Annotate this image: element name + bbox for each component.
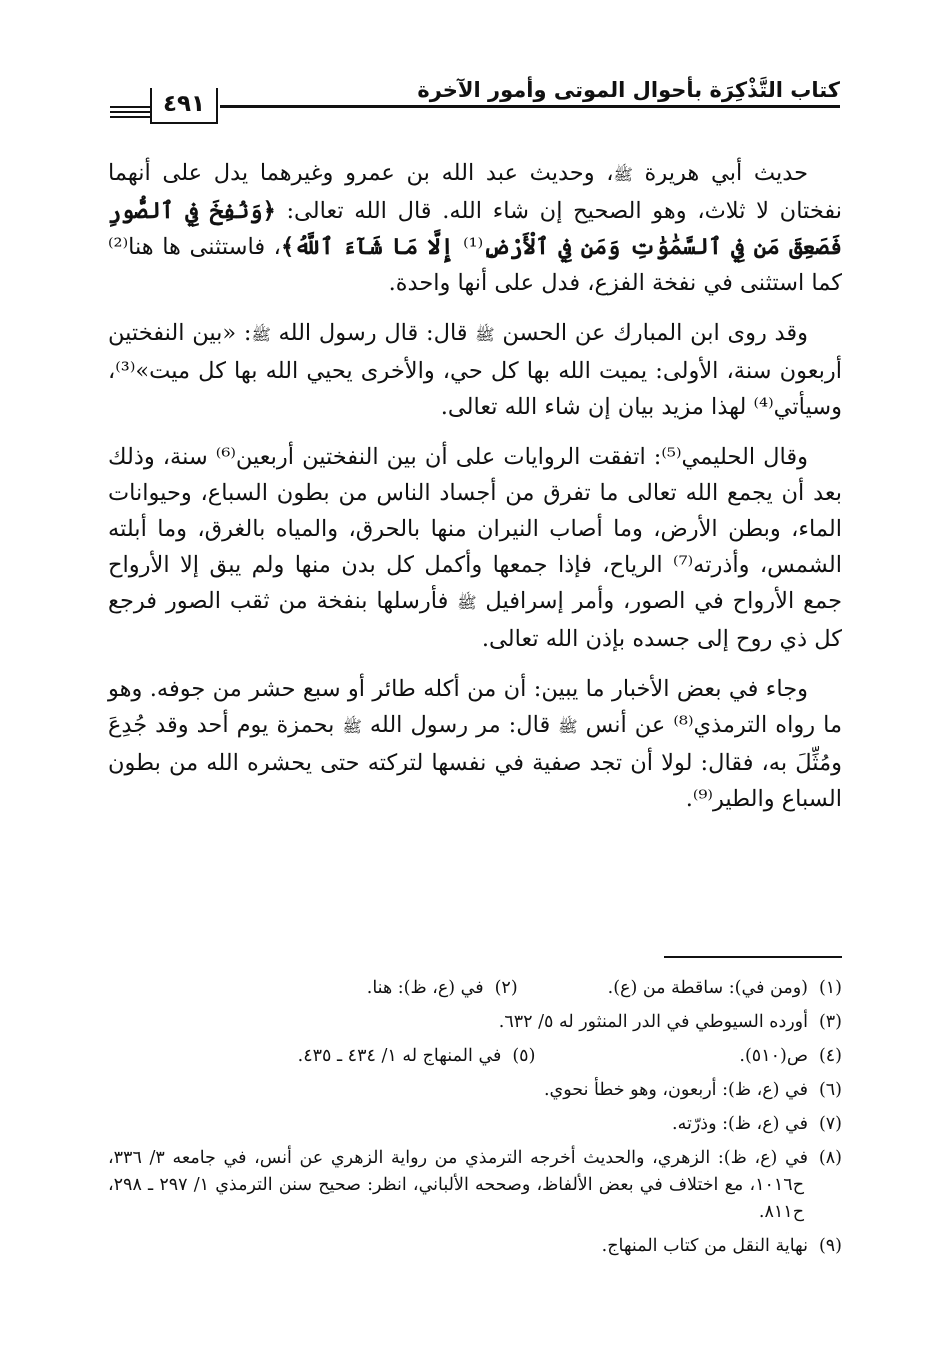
footnote-2: (٢)في (ع، ظ): هنا. bbox=[366, 978, 518, 998]
footnote-9: (٩)نهاية النقل من كتاب المنهاج. bbox=[601, 1236, 842, 1256]
footnote-marker: ⁽⁷⁾ bbox=[673, 552, 694, 578]
text-segment: : «بين النفختين أربعون سنة، الأولى: يميت الله بها كل حي، والأخرى يحيي الله بها كل ميت» bbox=[108, 320, 842, 384]
book-title: كتاب التَّذْكِرَة بأحوال الموتى وأمور الآخرة bbox=[417, 78, 840, 102]
text-segment: ، وحديث عبد الله بن عمرو وغيرهما يدل على أنهما نفختان لا ثلاث، وهو الصحيح إن شاء الله. قال الله تعالى: bbox=[108, 160, 843, 224]
honorific-symbol: ﷺ bbox=[251, 325, 271, 344]
footnote-marker: ⁽³⁾ bbox=[115, 358, 136, 384]
footnote-row bbox=[108, 1077, 842, 1104]
footnote-4: (٤)ص(٥١٠). bbox=[739, 1046, 842, 1066]
footnote-marker: ⁽¹⁾ bbox=[463, 234, 484, 260]
honorific-symbol: ﷺ bbox=[475, 325, 495, 344]
quran-verse: ﴿وَنُفِخَ فِي ٱلصُّورِ فَصَعِقَ مَن فِي ٱلسَّمَٰوَٰتِ وَمَن فِي ٱلْأَرْضِ bbox=[108, 198, 842, 260]
text-segment: الرياح، فإذا جمعها وأكمل كل بدن منها ولم يبق إلا الأرواح جمع الأرواح في الصور، وأمر إسرافيل bbox=[108, 552, 842, 614]
text-segment: . bbox=[685, 786, 693, 812]
honorific-symbol: ﷺ bbox=[613, 165, 633, 184]
footnote-6: (٦)في (ع، ظ): أربعون، وهو خطأ نحوي. bbox=[543, 1080, 842, 1100]
text-segment: عن أنس bbox=[577, 712, 674, 738]
footnote-7: (٧)في (ع، ظ): وذرّته. bbox=[672, 1114, 842, 1134]
honorific-symbol: ﷺ bbox=[457, 593, 477, 612]
text-segment: كما استثنى في نفخة الفزع، فدل على أنها واحدة. bbox=[388, 270, 842, 296]
footnote-8: (٨)في (ع، ظ): الزهري، والحديث أخرجه الترمذي من رواية الزهري عن أنس، في جامعه ٣/ ٣٣٦، ح١٠١٦، مع اختلاف في بعض الألفاظ، وصححه الألباني، انظر: صحيح سنن الترمذي ١/ ٢٩٧ ـ ٢٩٨، ح٨١١. bbox=[108, 1148, 842, 1222]
footnote-marker: ⁽²⁾ bbox=[108, 234, 129, 260]
page-header bbox=[110, 68, 840, 128]
paragraph bbox=[108, 671, 842, 817]
text-segment: حديث أبي هريرة bbox=[632, 160, 808, 186]
header-rule bbox=[220, 105, 840, 108]
text-segment: لهذا مزيد بيان إن شاء الله تعالى. bbox=[440, 394, 754, 420]
main-text bbox=[108, 155, 842, 831]
footnote-row bbox=[108, 1111, 842, 1138]
text-segment: سنة، وذلك بعد أن يجمع الله تعالى ما تفرق من أجساد الناس من بطون السباع، وحيوانات الماء، وبطن الأرض، وما أصاب النيران منها بالحرق، والمياه بالغرق، وما أبلته الشمس، وأذرته bbox=[108, 444, 842, 578]
text-segment: قال: قال رسول الله bbox=[270, 320, 476, 346]
paragraph bbox=[108, 155, 842, 301]
footnotes bbox=[108, 975, 842, 1267]
footnote-marker: ⁽⁶⁾ bbox=[215, 444, 236, 470]
footnote-row bbox=[108, 1233, 842, 1260]
honorific-symbol: ﷺ bbox=[558, 717, 578, 736]
footnote-row bbox=[108, 1043, 842, 1070]
text-segment: ، وسيأتي bbox=[108, 358, 842, 420]
text-segment: وجاء في بعض الأخبار ما يبين: أن من أكله طائر أو سبع حشر من جوفه. وهو ما رواه الترمذي bbox=[108, 676, 842, 738]
text-segment: وقال الحليمي bbox=[681, 444, 808, 470]
header-rule-left-1 bbox=[110, 106, 150, 108]
footnote-marker: ⁽⁹⁾ bbox=[692, 786, 713, 812]
text-segment: قال: مر رسول الله bbox=[361, 712, 559, 738]
footnote-5: (٥)في المنهاج له ١/ ٤٣٤ ـ ٤٣٥. bbox=[297, 1046, 536, 1066]
text-segment: ، فاستثنى ها هنا bbox=[128, 234, 281, 260]
quran-verse: إِلَّا مَا شَآءَ ٱللَّهُ﴾ bbox=[280, 234, 464, 260]
text-segment: فأرسلها بنفخة من ثقب الصور فرجع كل ذي روح إلى جسده بإذن الله تعالى. bbox=[108, 588, 842, 652]
text-segment: وقد روى ابن المبارك عن الحسن bbox=[494, 320, 808, 346]
footnote-separator bbox=[664, 956, 842, 958]
footnote-1: (١)(ومن في): ساقطة من (ع). bbox=[607, 978, 842, 998]
text-segment: بحمزة يوم أحد وقد جُدِعَ ومُثِّلَ به، فقال: لولا أن تجد صفية في نفسها لتركته حتى يحشره الله من بطون السباع والطير bbox=[108, 712, 842, 812]
footnote-marker: ⁽⁸⁾ bbox=[673, 712, 694, 738]
footnote-3: (٣)أورده السيوطي في الدر المنثور له ٥/ ٦٣٢. bbox=[498, 1012, 842, 1032]
honorific-symbol: ﷺ bbox=[342, 717, 362, 736]
page-number: ٤٩١ bbox=[150, 88, 218, 124]
footnote-marker: ⁽⁴⁾ bbox=[753, 394, 774, 420]
header-rule-left-3 bbox=[110, 116, 150, 118]
paragraph bbox=[108, 439, 842, 657]
footnote-row bbox=[108, 1145, 842, 1226]
text-segment: : اتفقت الروايات على أن بين النفختين أربعين bbox=[235, 444, 662, 470]
header-rule-left-2 bbox=[110, 111, 150, 113]
footnote-row bbox=[108, 1009, 842, 1036]
paragraph bbox=[108, 315, 842, 425]
footnote-marker: ⁽⁵⁾ bbox=[661, 444, 682, 470]
footnote-row bbox=[108, 975, 842, 1002]
